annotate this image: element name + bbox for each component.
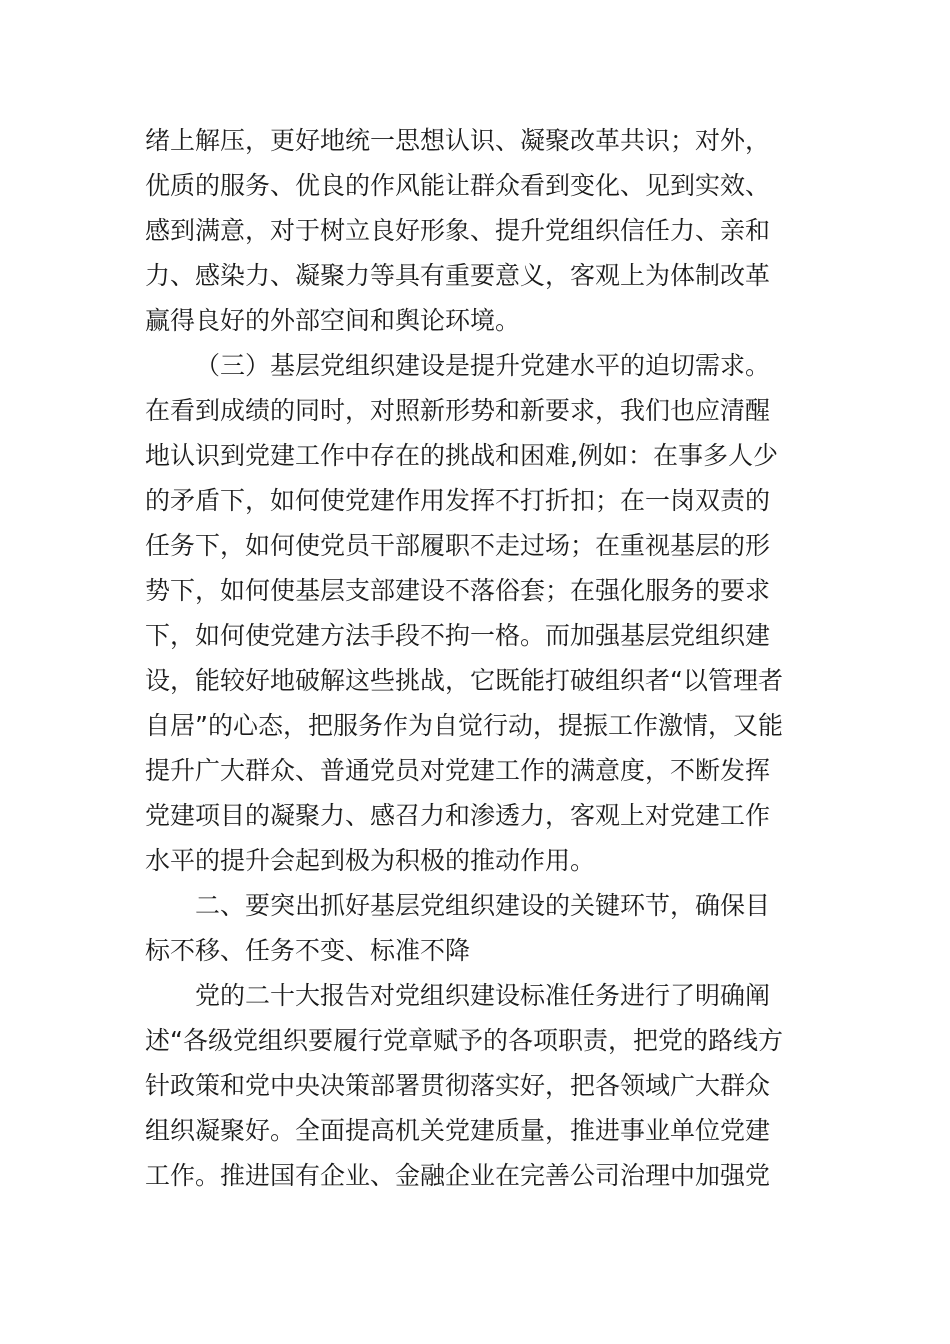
text-line-8: 地认识到党建工作中存在的挑战和困难,例如：在事多人少 xyxy=(145,441,778,470)
text-line-9: 的矛盾下，如何使党建作用发挥不打折扣；在一岗双责的 xyxy=(145,486,771,515)
text-line-19: 标不移、任务不变、标准不降 xyxy=(145,936,471,965)
body-text xyxy=(145,118,805,1198)
text-line-16: 党建项目的凝聚力、感召力和渗透力，客观上对党建工作 xyxy=(145,801,771,830)
text-line-15: 提升广大群众、普通党员对党建工作的满意度，不断发挥 xyxy=(145,756,771,785)
text-line-21: 述“各级党组织要履行党章赋予的各项职责，把党的路线方 xyxy=(145,1026,783,1055)
text-line-4: 力、感染力、凝聚力等具有重要意义，客观上为体制改革 xyxy=(145,261,771,290)
text-line-17: 水平的提升会起到极为积极的推动作用。 xyxy=(145,846,596,875)
text-line-7: 在看到成绩的同时，对照新形势和新要求，我们也应清醒 xyxy=(145,396,771,425)
text-line-1: 绪上解压，更好地统一思想认识、凝聚改革共识；对外， xyxy=(145,126,771,155)
paragraph-start: 党的二十大报告对党组织建设标准任务进行了明确阐 xyxy=(195,981,771,1010)
section-heading-3: （三）基层党组织建设是提升党建水平的迫切需求。 xyxy=(195,351,771,380)
text-line-5: 赢得良好的外部空间和舆论环境。 xyxy=(145,306,521,335)
text-line-22: 针政策和党中央决策部署贯彻落实好，把各领域广大群众 xyxy=(145,1071,771,1100)
text-line-23: 组织凝聚好。全面提高机关党建质量，推进事业单位党建 xyxy=(145,1116,771,1145)
text-line-12: 下，如何使党建方法手段不拘一格。而加强基层党组织建 xyxy=(145,621,771,650)
text-line-2: 优质的服务、优良的作风能让群众看到变化、见到实效、 xyxy=(145,171,771,200)
text-line-14: 自居”的心态，把服务作为自觉行动，提振工作激情，又能 xyxy=(145,711,783,740)
text-line-24: 工作。推进国有企业、金融企业在完善公司治理中加强党 xyxy=(145,1161,771,1190)
text-line-3: 感到满意，对于树立良好形象、提升党组织信任力、亲和 xyxy=(145,216,771,245)
section-heading-2: 二、要突出抓好基层党组织建设的关键环节，确保目 xyxy=(195,891,771,920)
text-line-11: 势下，如何使基层支部建设不落俗套；在强化服务的要求 xyxy=(145,576,771,605)
text-line-13: 设，能较好地破解这些挑战，它既能打破组织者“以管理者 xyxy=(145,666,783,695)
text-line-10: 任务下，如何使党员干部履职不走过场；在重视基层的形 xyxy=(145,531,771,560)
